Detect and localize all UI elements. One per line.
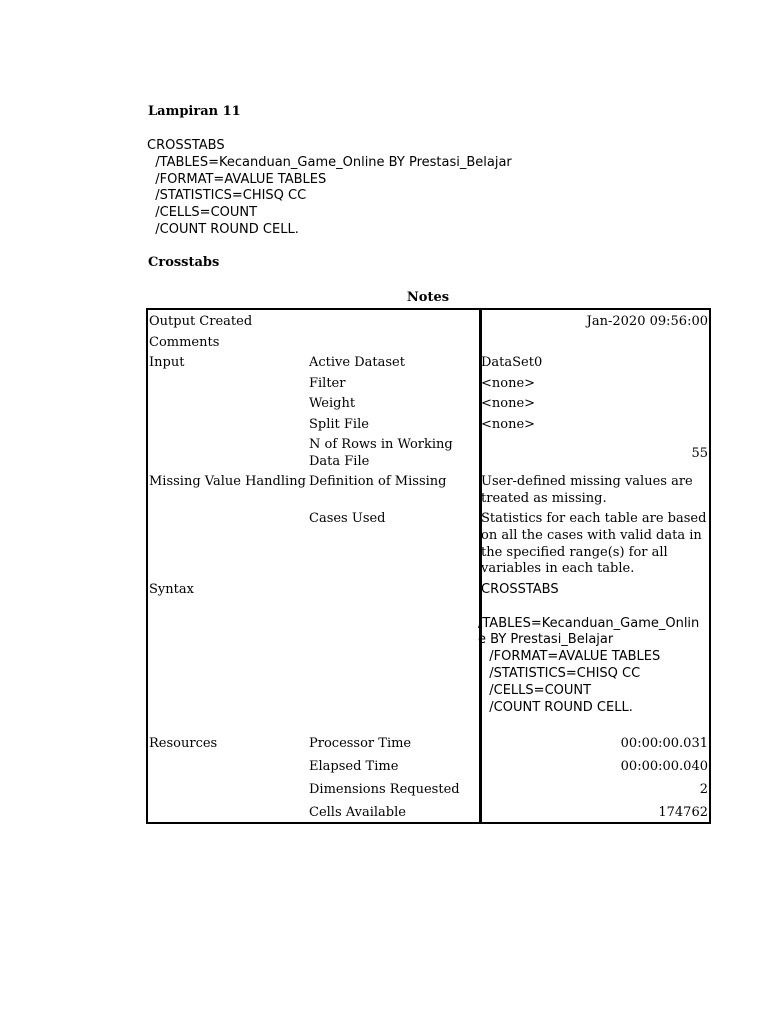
appendix-title: Lampiran 11 [148,104,241,119]
input-label: Input [149,355,185,370]
syntax-value-line: /STATISTICS=CHISQ CC [481,665,641,681]
cases-used-value: Statistics for each table are based on all the cases with valid data in the specified range(s) for all variables in each table. [481,511,707,577]
filter-value: <none> [481,376,536,391]
syntax-value-line: /FORMAT=AVALUE TABLES [481,649,661,665]
syntax-value-line: e BY Prestasi_Belajar [478,632,614,648]
definition-of-missing-label: Definition of Missing [309,474,447,489]
syntax-line: /FORMAT=AVALUE TABLES [147,171,327,187]
n-rows-label: N of Rows in Working Data File [309,437,453,469]
cells-available-value: 174762 [658,805,708,820]
elapsed-time-value: 00:00:00.040 [620,759,708,774]
syntax-value-line [481,599,708,616]
comments-label: Comments [149,335,220,350]
output-created-label: Output Created [149,314,253,329]
definition-of-missing-value: User-defined missing values are treated as missing. [481,474,693,506]
processor-time-value: 00:00:00.031 [620,736,708,751]
processor-time-label: Processor Time [309,736,412,751]
syntax-line: CROSSTABS [147,138,225,153]
dimensions-requested-label: Dimensions Requested [309,782,460,797]
syntax-value-line: /CELLS=COUNT [481,682,592,698]
weight-value: <none> [481,396,536,411]
syntax-line: /COUNT ROUND CELL. [147,221,299,237]
syntax-value [478,582,708,716]
syntax-label: Syntax [149,582,194,597]
syntax-block [147,138,512,239]
section-title: Crosstabs [148,255,220,270]
notes-table [146,308,711,824]
syntax-line: /STATISTICS=CHISQ CC [147,188,307,204]
weight-label: Weight [309,396,356,411]
syntax-line: /CELLS=COUNT [147,205,258,221]
dimensions-requested-value: 2 [699,782,708,797]
split-file-label: Split File [309,417,369,432]
active-dataset-label: Active Dataset [309,355,405,370]
active-dataset-value: DataSet0 [481,355,543,370]
n-rows-value: 55 [691,446,708,461]
elapsed-time-label: Elapsed Time [309,759,399,774]
output-created-value: Jan-2020 09:56:00 [586,314,708,329]
syntax-value-line: CROSSTABS [481,582,559,597]
split-file-value: <none> [481,417,536,432]
cases-used-label: Cases Used [309,511,386,526]
syntax-value-line: /TABLES=Kecanduan_Game_Onlin [478,615,700,631]
syntax-line: /TABLES=Kecanduan_Game_Online BY Prestasi_Belajar [147,154,512,170]
missing-value-handling-label: Missing Value Handling [149,474,306,489]
resources-label: Resources [149,736,218,751]
syntax-value-line: /COUNT ROUND CELL. [481,699,633,715]
notes-title: Notes [406,290,450,305]
filter-label: Filter [309,376,346,391]
cells-available-label: Cells Available [309,805,406,820]
